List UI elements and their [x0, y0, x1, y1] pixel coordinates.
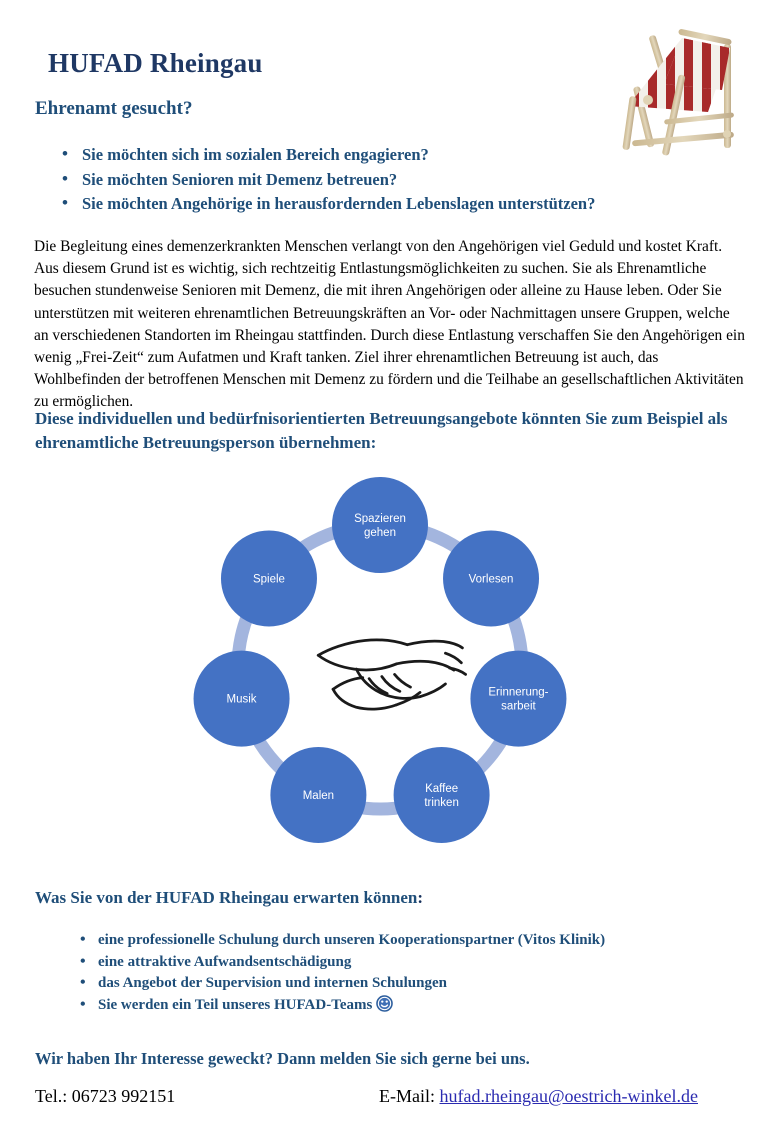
expect-heading	[35, 888, 423, 908]
expect-list	[35, 930, 735, 1019]
list-item	[35, 995, 735, 1020]
list-item	[35, 952, 735, 974]
cycle-node-label: Vorlesen	[468, 573, 514, 586]
telephone-line	[35, 1086, 175, 1107]
smiley-face-icon	[376, 995, 393, 1020]
deck-chair-illustration	[604, 16, 764, 158]
list-item	[35, 973, 735, 995]
cycle-node-vorlesen	[443, 530, 539, 626]
expect-heading-text: Was Sie von der HUFAD Rheingau erwarten können	[35, 888, 418, 907]
cycle-node-malen	[270, 747, 366, 843]
cycle-node-kaffee	[394, 747, 490, 843]
cycle-node-label: Spazieren	[354, 513, 406, 525]
cycle-node-label: trinken	[424, 796, 459, 809]
list-item-text: das Angebot der Supervision und internen Schulungen	[98, 975, 447, 991]
list-item: • Sie möchten sich im sozialen Bereich engagieren?	[35, 143, 735, 168]
list-item: • Sie möchten Angehörige in herausfordernden Lebenslagen unterstützen?	[35, 192, 735, 217]
care-activities-cycle	[175, 462, 585, 862]
subtitle-heading: Ehrenamt gesucht?	[35, 98, 193, 119]
handshake-illustration	[318, 640, 465, 709]
expect-heading-colon: :	[417, 888, 424, 907]
list-item-text: eine professionelle Schulung durch unseren Kooperationspartner (Vitos Klinik)	[98, 932, 606, 948]
page-title: HUFAD Rheingau	[48, 48, 263, 78]
body-paragraph: Die Begleitung eines demenzerkrankten Menschen verlangt von den Angehörigen viel Geduld und kostet Kraft. Aus diesem Grund ist es wichtig, sich rechtzeitig Entlastungsmöglichkeiten zu suchen. Sie als Ehrenamtliche besuchen stundenweise Senioren mit Demenz, die mit ihren Angehörigen oder alleine zu Hause leben. Oder Sie unterstützen mit weiteren ehrenamtlichen Betreuungskräften an Vor- oder Nachmittagen unsere Gruppen, welche an verschiedenen Standorten im Rheingau stattfinden. Durch diese Entlastung verschaffen Sie den Angehörigen ein wenig „Frei-Zeit“ zum Aufatmen und Kraft tanken. Ziel ihrer ehrenamtlichen Betreuung ist auch, das Wohlbefinden der betroffenen Menschen mit Demenz zu fördern und die Teilhabe an gesellschaftlichen Aktivitäten zu ermöglichen.	[34, 238, 745, 411]
cycle-node-label: Musik	[226, 693, 257, 706]
telephone-number: 06723 992151	[71, 1086, 176, 1106]
cycle-node-spiele	[221, 530, 317, 626]
cycle-node-circle	[332, 477, 428, 573]
list-item-text: Sie werden ein Teil unseres HUFAD-Teams	[98, 996, 373, 1013]
cycle-node-label: sarbeit	[501, 700, 536, 713]
email-link[interactable]: hufad.rheingau@oestrich-winkel.de	[439, 1086, 698, 1106]
telephone-label: Tel.:	[35, 1086, 68, 1106]
cycle-node-label: Erinnerung-	[488, 686, 549, 699]
email-label: E-Mail:	[379, 1086, 435, 1106]
lead-in-heading: Diese individuellen und bedürfnisorientierten Betreuungsangebote könnten Sie zum Beispiel als ehrenamtliche Betreuungsperson übernehmen:	[35, 409, 728, 452]
cycle-node-label: gehen	[364, 527, 396, 539]
list-item-text: eine attraktive Aufwandsentschädigung	[98, 953, 352, 970]
cycle-node-label: Kaffee	[425, 782, 459, 795]
list-item	[35, 930, 735, 952]
top-question-list	[35, 143, 735, 217]
list-item: • Sie möchten Senioren mit Demenz betreuen?	[35, 168, 735, 193]
cycle-node-spazieren	[332, 477, 428, 573]
email-line	[379, 1086, 698, 1107]
cycle-node-label: Malen	[302, 789, 335, 802]
cycle-svg	[175, 462, 585, 862]
call-to-action: Wir haben Ihr Interesse geweckt? Dann melden Sie sich gerne bei uns.	[35, 1049, 530, 1068]
cycle-node-label: Spiele	[252, 573, 285, 586]
cycle-node-erinnerungsarbeit	[470, 651, 566, 747]
cycle-node-musik	[194, 651, 290, 747]
